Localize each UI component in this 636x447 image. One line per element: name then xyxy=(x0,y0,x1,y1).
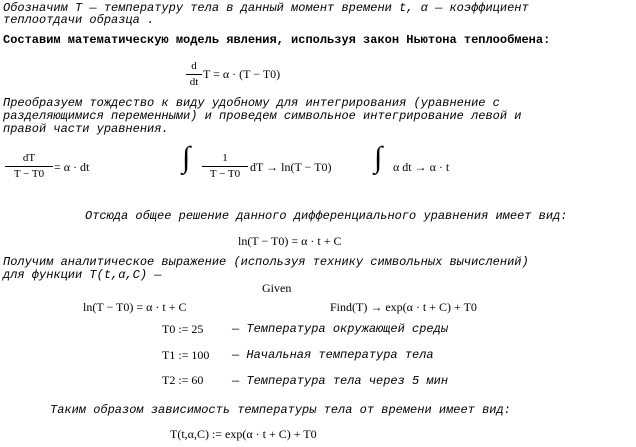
given-equation[interactable]: ln(T − T0) = α · t + C xyxy=(83,300,187,314)
analytic-line-2: для функции T(t,α,C) — xyxy=(3,268,162,282)
separated-den: T − T0 xyxy=(13,168,45,180)
find-equation[interactable]: Find(T) → exp(α · t + C) + T0 xyxy=(330,300,477,314)
integral1-num: 1 xyxy=(222,152,228,164)
def-t0[interactable]: T0 := 25 xyxy=(162,322,204,336)
integral1-den: T − T0 xyxy=(209,168,241,180)
newton-rhs[interactable]: T = α · (T − T0) xyxy=(203,67,281,81)
final-equation[interactable]: T(t,α,C) := exp(α · t + C) + T0 xyxy=(170,427,317,441)
def-t2[interactable]: T2 := 60 xyxy=(162,373,204,387)
general-equation[interactable]: ln(T − T0) = α · t + C xyxy=(238,234,342,248)
dependency-text: Таким образом зависимость температуры тела от времени имеет вид: xyxy=(50,403,511,417)
integral1-rhs[interactable]: dT → ln(T − T0) xyxy=(250,160,332,174)
analytic-line-1: Получим аналитическое выражение (используя технику символьных вычислений) xyxy=(3,255,529,269)
integral-sign-2: ∫ xyxy=(374,141,383,174)
newton-den: dt xyxy=(189,76,199,88)
heading: Составим математическую модель явления, используя закон Ньютона теплообмена: xyxy=(3,33,551,47)
general-solution-text: Отсюда общее решение данного дифференциального уравнения имеет вид: xyxy=(85,209,568,223)
fraction-bar xyxy=(202,166,248,167)
integral1-fraction[interactable] xyxy=(202,152,248,181)
given-keyword[interactable]: Given xyxy=(262,281,292,295)
intro-line-1: Обозначим T — температуру тела в данный момент времени t, α — коэффициент xyxy=(3,1,529,15)
newton-derivative[interactable] xyxy=(186,60,202,89)
integral-sign-1: ∫ xyxy=(182,141,191,174)
def-t2-desc: — Температура тела через 5 мин xyxy=(232,374,449,388)
def-t0-desc: — Температура окружающей среды xyxy=(232,322,449,336)
integral2-expr[interactable]: α dt → α · t xyxy=(393,160,450,174)
def-t1[interactable]: T1 := 100 xyxy=(162,348,210,362)
fraction-bar xyxy=(186,74,202,75)
def-t1-desc: — Начальная температура тела xyxy=(232,348,434,362)
newton-num: d xyxy=(191,60,197,72)
intro-line-2: теплоотдачи образца . xyxy=(3,13,155,27)
transform-line-2: разделяющимися переменными) и проведем символьное интегрирование левой и xyxy=(3,109,522,123)
separated-num: dT xyxy=(22,152,36,164)
transform-line-3: правой части уравнения. xyxy=(3,122,169,136)
transform-line-1: Преобразуем тождество к виду удобному для интегрирования (уравнение с xyxy=(3,96,500,110)
separated-rhs[interactable]: = α · dt xyxy=(54,160,90,174)
fraction-bar xyxy=(5,166,53,167)
separated-fraction[interactable] xyxy=(5,152,53,181)
